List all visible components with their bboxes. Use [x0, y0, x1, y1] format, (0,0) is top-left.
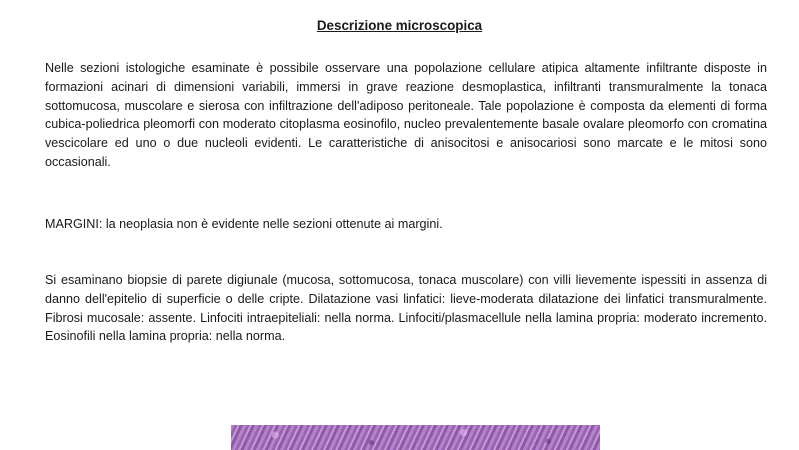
section-title: Descrizione microscopica: [316, 18, 483, 33]
margins-paragraph: MARGINI: la neoplasia non è evidente nelle sezioni ottenute ai margini.: [45, 217, 443, 231]
microscopic-description-paragraph: Nelle sezioni istologiche esaminate è possibile osservare una popolazione cellulare atipica altamente infiltrante disposte in formazioni acinari di dimensioni variabili, immersi in grave reazione desmoplastica, infiltranti transmuralmente la tonaca sottomucosa, muscolare e sierosa con infiltrazione dell'adiposo peritoneale. Tale popolazione è composta da elementi di forma cubica-poliedrica pleomorfi con moderato citoplasma eosinofilo, nucleo prevalentemente basale ovalare pleomorfo con cromatina vescicolare ed uno o due nucleoli evidenti. Le caratteristiche di anisocitosi e anisocariosi sono marcate e le mitosi sono occasionali.: [45, 61, 767, 169]
jejunal-biopsy-paragraph: Si esaminano biopsie di parete digiunale (mucosa, sottomucosa, tonaca muscolare) con villi lievemente ispessiti in assenza di danno dell'epitelio di superficie o delle cripte. Dilatazione vasi linfatici: lieve-moderata dilatazione dei linfatici transmuralmente. Fibrosi mucosale: assente. Linfociti intraepiteliali: nella norma. Linfociti/plasmacellule nella lamina propria: moderato incremento. Eosinofili nella lamina propria: nella norma.: [45, 273, 767, 344]
histology-micrograph-image: [231, 425, 600, 450]
